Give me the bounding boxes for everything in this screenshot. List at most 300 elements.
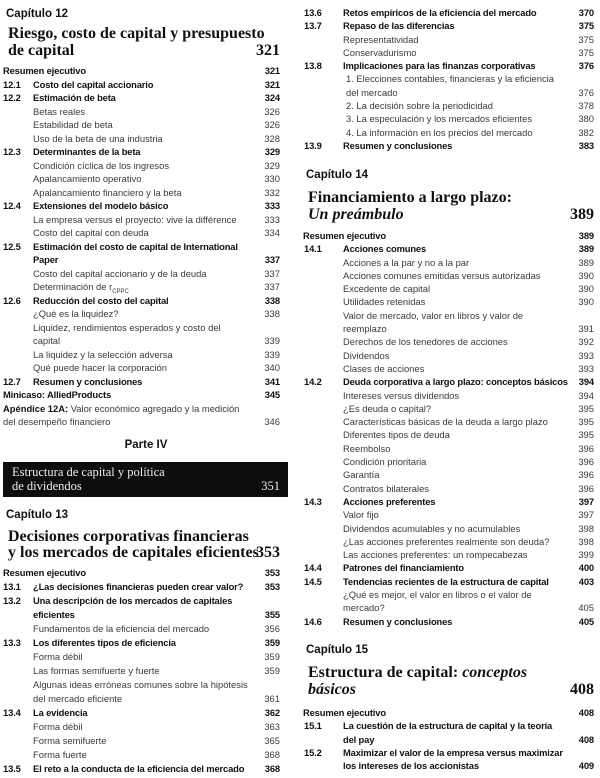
entry-text-line: del pay bbox=[343, 733, 375, 745]
entry-text bbox=[343, 535, 549, 548]
entry-text-line: del mercado eficiente bbox=[33, 693, 123, 704]
chapter-title[interactable] bbox=[300, 189, 598, 223]
toc-entry[interactable] bbox=[300, 19, 598, 32]
page-number: 389 bbox=[578, 243, 594, 255]
toc-entry[interactable] bbox=[0, 240, 292, 254]
entry-text-line: Deuda corporativa a largo plazo: conceptos básicos bbox=[343, 376, 568, 388]
toc-entry[interactable] bbox=[0, 334, 292, 348]
entry-lead: Apéndice 12A: bbox=[3, 402, 69, 414]
toc-entry[interactable] bbox=[0, 415, 292, 429]
toc-entry[interactable] bbox=[300, 482, 598, 495]
entry-text bbox=[33, 118, 113, 132]
entry-text bbox=[33, 145, 140, 159]
toc-entry[interactable] bbox=[0, 650, 292, 664]
entry-text bbox=[33, 734, 106, 748]
entry-text bbox=[33, 678, 248, 692]
page-number: 378 bbox=[578, 100, 594, 112]
page-number: 329 bbox=[264, 159, 280, 171]
entry-text bbox=[33, 199, 168, 213]
toc-entry[interactable] bbox=[0, 566, 292, 580]
entry-text bbox=[343, 746, 563, 759]
toc-entry[interactable] bbox=[300, 295, 598, 308]
toc-entry[interactable] bbox=[300, 112, 598, 125]
toc-entry[interactable] bbox=[0, 594, 292, 608]
entry-text bbox=[346, 72, 554, 85]
toc-entry[interactable] bbox=[300, 375, 598, 388]
entry-text-line: Las acciones preferentes: un rompecabezas bbox=[343, 549, 528, 561]
page-number: 353 bbox=[264, 567, 280, 578]
toc-entry[interactable] bbox=[300, 229, 598, 242]
entry-text bbox=[343, 759, 479, 772]
chapter-title[interactable] bbox=[300, 664, 598, 698]
entry-text-line: mercado? bbox=[343, 602, 385, 614]
entry-text bbox=[303, 706, 386, 719]
toc-entry[interactable] bbox=[300, 362, 598, 375]
entry-text-line: Costo del capital accionario bbox=[33, 78, 154, 90]
entry-text-line: Derechos de los tenedores de acciones bbox=[343, 336, 508, 348]
page-number: 382 bbox=[578, 126, 594, 138]
toc-entry[interactable] bbox=[300, 349, 598, 362]
entry-text-line: del mercado bbox=[346, 86, 398, 98]
title-line bbox=[308, 681, 598, 698]
section-number: 12.3 bbox=[3, 146, 21, 157]
page-number: 396 bbox=[578, 442, 594, 454]
section-number: 13.1 bbox=[3, 581, 21, 592]
section-number: 12.7 bbox=[3, 375, 21, 387]
entry-text-line: 3. La especulación y los mercados eficientes bbox=[346, 113, 533, 125]
section-number: 12.1 bbox=[3, 78, 21, 90]
page-number: 328 bbox=[264, 132, 280, 144]
toc-entry[interactable] bbox=[300, 548, 598, 561]
toc-entry[interactable] bbox=[300, 99, 598, 112]
toc-entry[interactable] bbox=[0, 402, 292, 416]
entry-text-line: los intereses de los accionistas bbox=[343, 760, 479, 772]
page-number: 408 bbox=[578, 733, 594, 745]
page-number: 359 bbox=[264, 651, 280, 662]
entry-text-line: Patrones del financiamiento bbox=[343, 562, 464, 574]
entry-text bbox=[343, 46, 416, 59]
section-number: 12.5 bbox=[3, 240, 21, 252]
entry-text bbox=[343, 362, 424, 375]
page-number: 397 bbox=[578, 509, 594, 521]
entry-text bbox=[33, 622, 209, 636]
toc-entry[interactable] bbox=[0, 105, 292, 119]
title-text: Estructura de capital y política bbox=[12, 465, 165, 479]
chapter-title[interactable] bbox=[0, 529, 292, 561]
entry-text-line: reemplazo bbox=[343, 323, 387, 335]
entry-text bbox=[343, 19, 454, 32]
entry-text-line: Paper bbox=[33, 254, 59, 265]
entry-text-line: Conservadurismo bbox=[343, 46, 417, 58]
entry-text bbox=[33, 321, 221, 335]
section-number: 12.6 bbox=[3, 294, 21, 306]
entry-text-line: La cuestión de la estructura de capital y la teoría bbox=[343, 720, 553, 732]
page-number: 346 bbox=[264, 416, 280, 427]
page-number: 389 bbox=[570, 206, 594, 223]
page-number: 339 bbox=[264, 335, 280, 346]
entry-text bbox=[33, 78, 153, 92]
page-number: 333 bbox=[264, 200, 280, 211]
page-number: 337 bbox=[264, 281, 280, 292]
entry-text bbox=[343, 468, 379, 481]
entry-text bbox=[33, 650, 83, 664]
page-number: 409 bbox=[578, 760, 594, 772]
entry-text-line: Resumen ejecutivo bbox=[3, 567, 86, 578]
toc-entry[interactable] bbox=[300, 759, 598, 772]
toc-entry[interactable] bbox=[300, 706, 598, 719]
toc-entry[interactable] bbox=[0, 580, 292, 594]
entry-text-line: Resumen ejecutivo bbox=[3, 65, 86, 76]
page-number: 376 bbox=[578, 86, 594, 98]
toc-entry[interactable] bbox=[0, 608, 292, 622]
toc-entry[interactable] bbox=[300, 33, 598, 46]
section-number: 12.4 bbox=[3, 200, 21, 211]
toc-entry[interactable] bbox=[0, 388, 292, 402]
entry-text bbox=[33, 720, 83, 734]
entry-text bbox=[343, 733, 374, 746]
toc-entry[interactable] bbox=[0, 762, 292, 776]
toc-entry[interactable] bbox=[300, 601, 598, 614]
page-number: 376 bbox=[578, 60, 594, 72]
entry-text bbox=[33, 240, 238, 254]
toc-entry[interactable] bbox=[0, 91, 292, 105]
page-number: 368 bbox=[264, 749, 280, 760]
entry-text bbox=[33, 361, 167, 375]
entry-text-line: Liquidez, rendimientos esperados y costo del bbox=[33, 321, 221, 333]
page-number: 398 bbox=[578, 522, 594, 534]
toc-entry[interactable] bbox=[300, 746, 598, 759]
entry-text-line: Algunas ideas erróneas comunes sobre la hipótesis bbox=[33, 679, 248, 690]
toc-entry[interactable] bbox=[0, 64, 292, 78]
title-line bbox=[12, 479, 288, 493]
entry-text bbox=[343, 588, 532, 601]
entry-text-line: Características básicas de la deuda a largo plazo bbox=[343, 416, 548, 428]
entry-text bbox=[33, 748, 87, 762]
page-number: 353 bbox=[256, 544, 280, 561]
page-number: 393 bbox=[578, 349, 594, 361]
entry-text-line: Apalancamiento operativo bbox=[33, 173, 142, 184]
page-number: 365 bbox=[264, 735, 280, 746]
toc-entry[interactable] bbox=[300, 495, 598, 508]
toc-entry[interactable] bbox=[300, 309, 598, 322]
page-number: 339 bbox=[264, 348, 280, 360]
page-number: 321 bbox=[264, 65, 280, 76]
entry-text bbox=[346, 112, 532, 125]
page-number: 332 bbox=[264, 186, 280, 198]
entry-text-line: Forma fuerte bbox=[33, 749, 87, 760]
entry-text-line: La empresa versus el proyecto: vive la différence bbox=[33, 213, 237, 225]
toc-entry[interactable] bbox=[300, 733, 598, 746]
title-text: Financiamiento a largo plazo: bbox=[308, 189, 512, 206]
page-number: 351 bbox=[261, 479, 280, 493]
entry-text bbox=[343, 389, 459, 402]
section-number: 13.3 bbox=[3, 637, 21, 648]
page-number: 337 bbox=[264, 254, 280, 265]
toc-entry[interactable] bbox=[300, 402, 598, 415]
entry-text-line: Valor económico agregado y la medición bbox=[68, 402, 240, 414]
entry-text-line: Extensiones del modelo básico bbox=[33, 200, 169, 211]
toc-entry[interactable] bbox=[300, 269, 598, 282]
entry-text bbox=[343, 415, 548, 428]
toc-entry[interactable] bbox=[0, 307, 292, 321]
entry-text bbox=[3, 64, 86, 78]
entry-text-line: Reembolso bbox=[343, 442, 391, 454]
title-text: y los mercados de capitales eficientes bbox=[8, 544, 259, 561]
chapter-label: Capítulo 13 bbox=[6, 509, 68, 521]
toc-entry[interactable] bbox=[300, 508, 598, 521]
toc-entry[interactable] bbox=[0, 720, 292, 734]
toc-entry[interactable] bbox=[0, 678, 292, 692]
entry-text bbox=[33, 636, 176, 650]
entry-text bbox=[343, 335, 508, 348]
entry-text bbox=[33, 706, 87, 720]
title-text: Decisiones corporativas financieras bbox=[8, 528, 249, 545]
entry-text-line: El reto a la conducta de la eficiencia del mercado bbox=[33, 763, 245, 774]
entry-text-line: Forma semifuerte bbox=[33, 735, 107, 746]
entry-text-line: Contratos bilaterales bbox=[343, 482, 429, 494]
entry-text bbox=[33, 608, 75, 622]
toc-entry[interactable] bbox=[300, 442, 598, 455]
toc-entry[interactable] bbox=[0, 361, 292, 375]
toc-entry[interactable] bbox=[0, 375, 292, 389]
toc-entries bbox=[300, 6, 598, 152]
entry-text bbox=[343, 242, 426, 255]
chapter-title[interactable] bbox=[0, 25, 292, 59]
entry-text-line: Reducción del costo del capital bbox=[33, 294, 169, 306]
entry-text-line: La liquidez y la selección adversa bbox=[33, 348, 173, 360]
toc-entry[interactable] bbox=[0, 280, 292, 294]
entry-text bbox=[33, 375, 142, 389]
entry-text bbox=[343, 33, 419, 46]
entry-text-line: ¿Las decisiones financieras pueden crear valor? bbox=[33, 581, 244, 592]
section-number: 15.2 bbox=[304, 746, 322, 758]
section-number: 12.2 bbox=[3, 92, 21, 103]
entry-text bbox=[3, 415, 110, 429]
entry-text bbox=[33, 213, 237, 227]
toc-entry[interactable] bbox=[300, 6, 598, 19]
entry-text bbox=[343, 561, 464, 574]
entry-text-line: Valor de mercado, valor en libros y valor de bbox=[343, 309, 524, 321]
entry-text-line: Utilidades retenidas bbox=[343, 296, 426, 308]
part-title-box[interactable] bbox=[3, 462, 288, 497]
page-number: 391 bbox=[578, 323, 594, 335]
entry-text-line: Intereses versus dividendos bbox=[343, 389, 460, 401]
toc-entry[interactable] bbox=[0, 734, 292, 748]
page-number: 383 bbox=[578, 139, 594, 151]
page-number: 338 bbox=[264, 308, 280, 319]
toc-entry[interactable] bbox=[300, 719, 598, 732]
toc-entry[interactable] bbox=[0, 692, 292, 706]
toc-entry[interactable] bbox=[0, 132, 292, 146]
page-number: 368 bbox=[264, 763, 280, 774]
entry-text-line: 2. La decisión sobre la periodicidad bbox=[346, 100, 493, 112]
page-number: 396 bbox=[578, 456, 594, 468]
page-number: 395 bbox=[578, 429, 594, 441]
page-number: 380 bbox=[578, 113, 594, 125]
entry-text-line: Resumen y conclusiones bbox=[343, 615, 453, 627]
entry-text-line: Acciones comunes bbox=[343, 243, 427, 255]
toc-entry[interactable] bbox=[0, 78, 292, 92]
toc-entries bbox=[0, 64, 292, 429]
toc-entry[interactable] bbox=[300, 522, 598, 535]
entry-text bbox=[343, 295, 425, 308]
toc-entry[interactable] bbox=[0, 267, 292, 281]
chapter-label: Capítulo 14 bbox=[306, 169, 368, 181]
entry-text-line: Diferentes tipos de deuda bbox=[343, 429, 450, 441]
entry-text-line: Costo del capital con deuda bbox=[33, 227, 149, 238]
entry-text bbox=[33, 692, 122, 706]
entry-text-line: Resumen y conclusiones bbox=[33, 375, 143, 387]
entry-text-line: Dividendos acumulables y no acumulables bbox=[343, 522, 521, 534]
toc-entry[interactable] bbox=[300, 46, 598, 59]
entry-text-line: capital bbox=[33, 335, 61, 346]
section-number: 13.4 bbox=[3, 707, 21, 718]
entry-text bbox=[343, 428, 450, 441]
page-number: 375 bbox=[578, 33, 594, 45]
entry-text bbox=[3, 566, 86, 580]
toc-entry[interactable] bbox=[0, 348, 292, 362]
entry-text-line: Estabilidad de beta bbox=[33, 119, 113, 130]
section-number: 13.6 bbox=[304, 7, 322, 18]
entry-text bbox=[343, 575, 549, 588]
entry-text-line: ¿Es deuda o capital? bbox=[343, 402, 432, 414]
page-number: 389 bbox=[578, 256, 594, 268]
section-number: 14.5 bbox=[304, 575, 322, 587]
entry-text-line: Estimación del costo de capital de International bbox=[33, 240, 238, 252]
page-number: 363 bbox=[264, 721, 280, 732]
toc-entry[interactable] bbox=[300, 86, 598, 99]
toc-entry[interactable] bbox=[0, 664, 292, 678]
toc-entry[interactable] bbox=[0, 226, 292, 240]
entry-text-line: Condición prioritaria bbox=[343, 456, 427, 468]
entry-text bbox=[343, 508, 379, 521]
toc-entry[interactable] bbox=[0, 294, 292, 308]
entry-text-line: Implicaciones para las finanzas corporativas bbox=[343, 60, 536, 72]
entry-text bbox=[346, 86, 398, 99]
toc-entry[interactable] bbox=[300, 126, 598, 139]
entry-text bbox=[33, 348, 173, 362]
toc-entry[interactable] bbox=[300, 455, 598, 468]
title-line bbox=[8, 545, 292, 561]
entry-text bbox=[343, 719, 552, 732]
entry-text-line: Excedente de capital bbox=[343, 283, 431, 295]
toc-entry[interactable] bbox=[300, 428, 598, 441]
toc-entry[interactable] bbox=[300, 59, 598, 72]
toc-entry[interactable] bbox=[0, 622, 292, 636]
entry-text-line: La evidencia bbox=[33, 707, 88, 718]
toc-entry[interactable] bbox=[0, 213, 292, 227]
entry-text bbox=[33, 105, 85, 119]
entry-text bbox=[346, 99, 493, 112]
section-number: 14.1 bbox=[304, 243, 322, 255]
toc-entry[interactable] bbox=[0, 199, 292, 213]
section-number: 14.3 bbox=[304, 495, 322, 507]
toc-entry[interactable] bbox=[0, 636, 292, 650]
toc-entry[interactable] bbox=[300, 561, 598, 574]
entry-text-line: Acciones comunes emitidas versus autorizadas bbox=[343, 269, 541, 281]
title-text: Estructura de capital: bbox=[308, 664, 463, 681]
title-line bbox=[8, 25, 292, 42]
page-number: 338 bbox=[264, 294, 280, 306]
page-number: 353 bbox=[264, 581, 280, 592]
toc-entry[interactable] bbox=[300, 242, 598, 255]
toc-entry[interactable] bbox=[300, 256, 598, 269]
toc-entry[interactable] bbox=[0, 748, 292, 762]
entry-text-line: Costo del capital accionario y de la deuda bbox=[33, 267, 207, 279]
page-number: 390 bbox=[578, 269, 594, 281]
toc-entry[interactable] bbox=[0, 118, 292, 132]
entry-text bbox=[33, 580, 243, 594]
page-number: 341 bbox=[264, 375, 280, 387]
entry-text bbox=[343, 548, 527, 561]
toc-entry[interactable] bbox=[0, 253, 292, 267]
toc-entry[interactable] bbox=[300, 588, 598, 601]
page-number: 345 bbox=[264, 389, 280, 400]
toc-entry[interactable] bbox=[0, 145, 292, 159]
toc-entry[interactable] bbox=[300, 139, 598, 152]
entry-text bbox=[33, 664, 160, 678]
toc-entry[interactable] bbox=[300, 389, 598, 402]
page-number: 397 bbox=[578, 495, 594, 507]
section-number: 13.5 bbox=[3, 763, 21, 774]
toc-entry[interactable] bbox=[0, 706, 292, 720]
page-number: 405 bbox=[578, 615, 594, 627]
page-number: 396 bbox=[578, 469, 594, 481]
title-text: de dividendos bbox=[12, 479, 82, 493]
entry-text bbox=[3, 402, 239, 416]
toc-right-column bbox=[300, 0, 598, 778]
subscript: CPPC bbox=[112, 288, 129, 295]
toc-entries bbox=[0, 566, 292, 776]
section-number: 13.7 bbox=[304, 20, 322, 32]
entry-text bbox=[33, 253, 58, 267]
page-number: 395 bbox=[578, 416, 594, 428]
entry-text bbox=[343, 482, 429, 495]
toc-entry[interactable] bbox=[300, 615, 598, 628]
page-number: 334 bbox=[264, 227, 280, 238]
entry-text bbox=[343, 495, 435, 508]
entry-text bbox=[343, 59, 535, 72]
page-number: 326 bbox=[264, 119, 280, 130]
entry-text-line: Betas reales bbox=[33, 105, 86, 117]
toc-entry[interactable] bbox=[300, 72, 598, 85]
toc-entry[interactable] bbox=[300, 282, 598, 295]
entry-text-line: Valor fijo bbox=[343, 509, 379, 521]
toc-entry[interactable] bbox=[0, 186, 292, 200]
section-number: 13.8 bbox=[304, 60, 322, 72]
toc-entry[interactable] bbox=[0, 159, 292, 173]
title-line bbox=[308, 206, 598, 223]
page-number: 361 bbox=[264, 693, 280, 704]
section-number: 13.9 bbox=[304, 139, 322, 151]
entry-text bbox=[343, 6, 536, 19]
toc-entry[interactable] bbox=[0, 172, 292, 186]
toc-entry[interactable] bbox=[300, 415, 598, 428]
toc-entry[interactable] bbox=[300, 575, 598, 588]
entry-text-line: Acciones a la par y no a la par bbox=[343, 256, 470, 268]
entry-text bbox=[343, 139, 452, 152]
toc-entry[interactable] bbox=[300, 468, 598, 481]
page-number: 394 bbox=[578, 389, 594, 401]
entry-text bbox=[33, 172, 141, 186]
toc-entry[interactable] bbox=[300, 335, 598, 348]
title-line bbox=[308, 664, 598, 681]
title-line bbox=[308, 189, 598, 206]
entry-text bbox=[346, 126, 533, 139]
toc-entry[interactable] bbox=[0, 321, 292, 335]
toc-entry[interactable] bbox=[300, 535, 598, 548]
toc-entry[interactable] bbox=[300, 322, 598, 335]
